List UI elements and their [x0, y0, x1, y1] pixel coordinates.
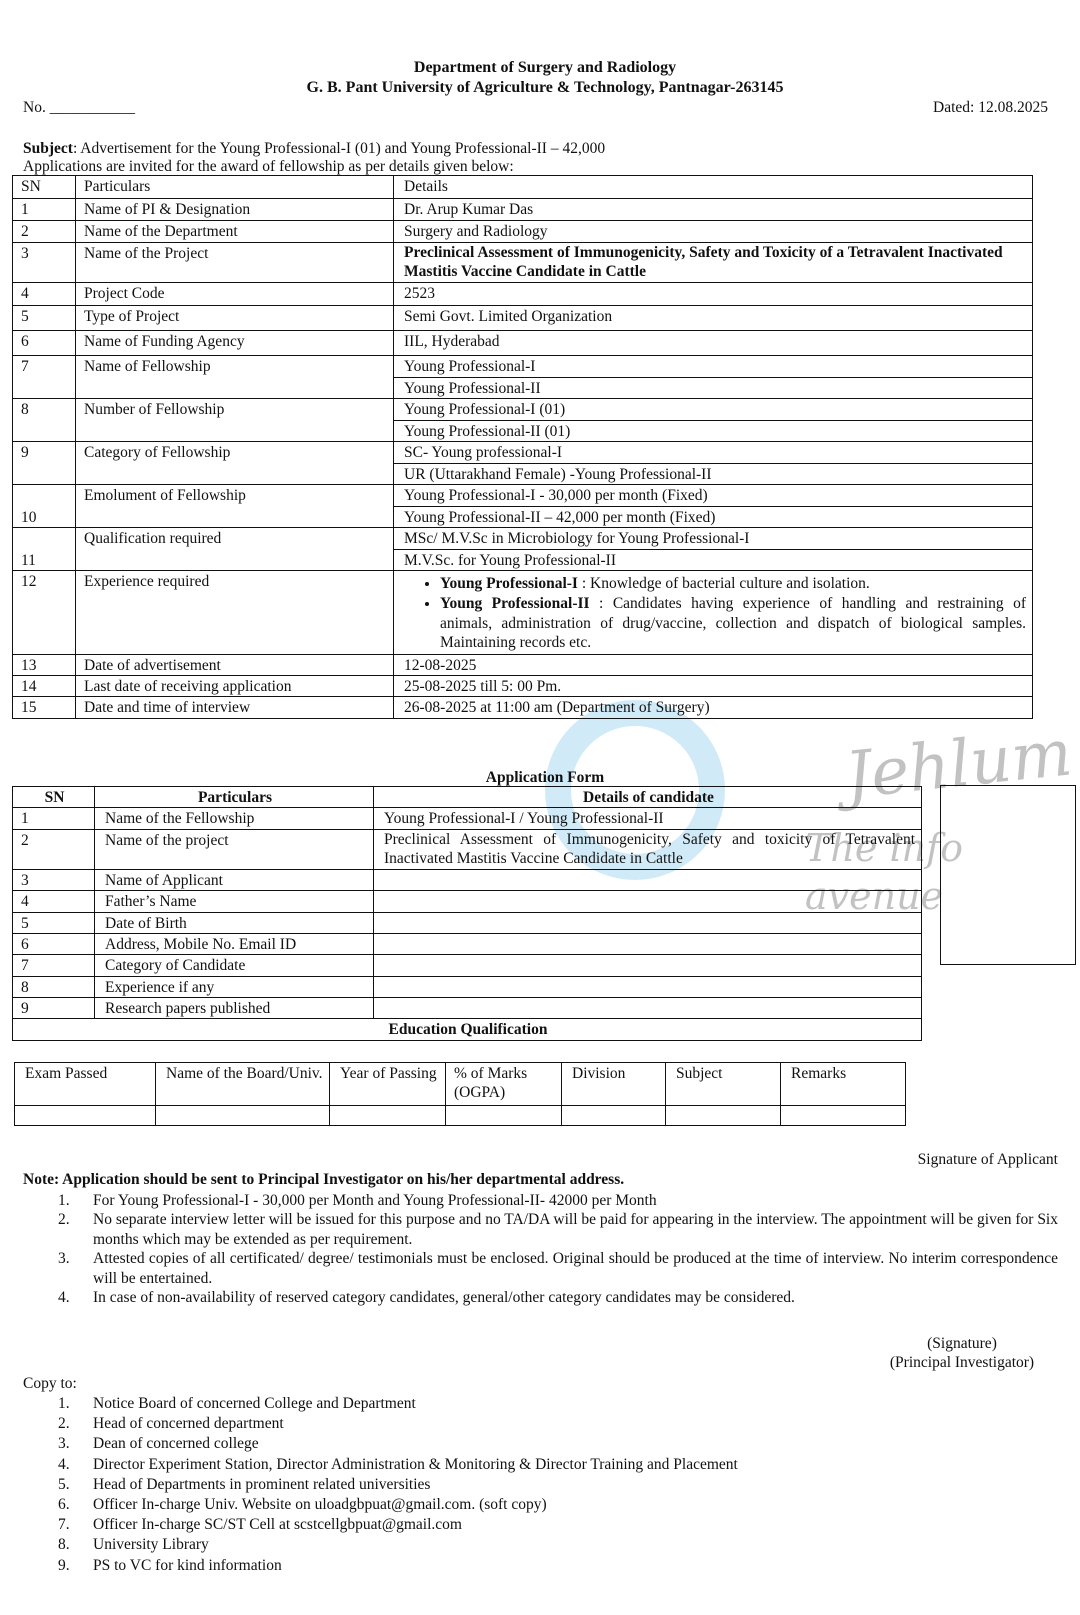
row-detail: 26-08-2025 at 11:00 am (Department of Surgery) [394, 697, 1033, 718]
copy-item: 6. Officer In-charge Univ. Website on uloadgbpuat@gmail.com. (soft copy) [58, 1496, 547, 1514]
form-row-particular: Father’s Name [95, 891, 374, 912]
father-name-field[interactable] [374, 891, 922, 912]
form-row-particular: Name of the Fellowship [95, 808, 374, 829]
row-sn: 9 [13, 442, 76, 485]
form-header-sn: SN [13, 787, 95, 808]
note-item: 3. Attested copies of all certificated/ degree/ testimonials must be enclosed. Original should be produced at the time of interview. No interim correspondence will be entertained. [58, 1250, 1058, 1287]
project-name: Preclinical Assessment of Immunogenicity, Safety and Toxicity of a Tetravalent Inactivated Mastitis Vaccine Candidate in Cattle [394, 243, 1033, 283]
row-particular: Qualification required [76, 528, 394, 571]
row-sn: 12 [13, 571, 76, 655]
copy-item: 5. Head of Departments in prominent related universities [58, 1475, 431, 1493]
form-row-sn: 2 [13, 829, 95, 869]
row-particular: Number of Fellowship [76, 399, 394, 442]
header-sn: SN [13, 176, 76, 199]
copy-item: 2. Head of concerned department [58, 1415, 284, 1433]
copy-item: 7. Officer In-charge SC/ST Cell at scstcellgbpuat@gmail.com [58, 1516, 462, 1534]
photo-box [940, 785, 1076, 965]
row-particular: Name of PI & Designation [76, 199, 394, 221]
row-particular: Emolument of Fellowship [76, 485, 394, 528]
form-row-sn: 7 [13, 955, 95, 976]
form-row-particular: Date of Birth [95, 912, 374, 933]
row-detail: Young Professional-I - 30,000 per month (Fixed) Young Professional-II – 42,000 per month (Fixed) [394, 485, 1033, 528]
watermark-text: Jehlum [841, 716, 1076, 814]
form-row-sn: 5 [13, 912, 95, 933]
watermark-tagline: The info avenue [805, 826, 963, 918]
form-row-particular: Experience if any [95, 976, 374, 997]
dob-field[interactable] [374, 912, 922, 933]
row-sn: 10 [13, 485, 76, 528]
row-sn: 3 [13, 243, 76, 283]
header-particulars: Particulars [76, 176, 394, 199]
copy-item: 9. PS to VC for kind information [58, 1556, 282, 1574]
copy-item: 4. Director Experiment Station, Director Administration & Monitoring & Director Training and Placement [58, 1455, 738, 1473]
edu-header-exam: Exam Passed [15, 1063, 156, 1106]
copy-item: 3. Dean of concerned college [58, 1435, 259, 1453]
form-row-sn: 1 [13, 808, 95, 829]
issue-date: Dated: 12.08.2025 [933, 99, 1048, 116]
note-title: Note: Application should be sent to Principal Investigator on his/her departmental address. [23, 1171, 625, 1188]
copy-to-title: Copy to: [23, 1375, 77, 1392]
copy-item: 1. Notice Board of concerned College and Department [58, 1395, 416, 1412]
university-title: G. B. Pant University of Agriculture & Technology, Pantnagar-263145 [306, 79, 784, 96]
edu-header-subject: Subject [666, 1063, 781, 1106]
row-detail: Dr. Arup Kumar Das [394, 199, 1033, 221]
applicant-name-field[interactable] [374, 869, 922, 890]
row-detail: MSc/ M.V.Sc in Microbiology for Young Professional-I M.V.Sc. for Young Professional-II [394, 528, 1033, 571]
form-row-sn: 6 [13, 933, 95, 954]
experience-detail: • Young Professional-I : Knowledge of bacterial culture and isolation. • Young Professional-II : Candidates having experience of handling and restraining of animals, administration of drug/vaccine, collection and dispatch of biological samples. Maintaining records etc. [394, 571, 1033, 655]
form-row-value: Young Professional-I / Young Professional-II [374, 808, 922, 829]
form-row-sn: 3 [13, 869, 95, 890]
row-detail: Young Professional-I Young Professional-II [394, 356, 1033, 399]
row-sn: 6 [13, 331, 76, 356]
note-item: 2. No separate interview letter will be issued for this purpose and no TA/DA will be paid for appearing in the interview. The appointment will be given for Six months which may be extended as per requirement. [58, 1211, 1058, 1248]
row-sn: 5 [13, 306, 76, 331]
edu-cell[interactable] [446, 1106, 562, 1126]
row-particular: Name of Funding Agency [76, 331, 394, 356]
edu-header-division: Division [562, 1063, 666, 1106]
education-table [14, 1062, 906, 1126]
edu-header-remarks: Remarks [781, 1063, 906, 1106]
reference-number: No. ___________ [23, 99, 135, 116]
edu-cell[interactable] [330, 1106, 446, 1126]
category-field[interactable] [374, 955, 922, 976]
row-detail: IIL, Hyderabad [394, 331, 1033, 356]
header-details: Details [394, 176, 1033, 199]
education-title: Education Qualification [13, 1019, 922, 1040]
form-row-value: Preclinical Assessment of Immunogenicity, Safety and toxicity of Tetravalent Inactivated Mastitis Vaccine Candidate in Cattle [374, 829, 922, 869]
row-sn: 7 [13, 356, 76, 399]
experience-field[interactable] [374, 976, 922, 997]
form-row-sn: 4 [13, 891, 95, 912]
form-header-particulars: Particulars [95, 787, 374, 808]
edu-cell[interactable] [781, 1106, 906, 1126]
row-detail: Surgery and Radiology [394, 221, 1033, 243]
details-table [12, 175, 1033, 719]
note-item: 4. In case of non-availability of reserved category candidates, general/other category candidates may be considered. [58, 1288, 795, 1306]
edu-cell[interactable] [156, 1106, 330, 1126]
row-detail: Young Professional-I (01) Young Professional-II (01) [394, 399, 1033, 442]
row-detail: 2523 [394, 283, 1033, 306]
form-row-sn: 9 [13, 998, 95, 1019]
row-particular: Experience required [76, 571, 394, 655]
form-row-particular: Research papers published [95, 998, 374, 1019]
note-item: 1. For Young Professional-I - 30,000 per Month and Young Professional-II- 42000 per Month [58, 1192, 657, 1209]
department-title: Department of Surgery and Radiology [413, 59, 677, 76]
edu-header-marks: % of Marks (OGPA) [446, 1063, 562, 1106]
row-sn: 4 [13, 283, 76, 306]
row-detail: 12-08-2025 [394, 654, 1033, 675]
row-particular: Project Code [76, 283, 394, 306]
row-detail: SC- Young professional-I UR (Uttarakhand Female) -Young Professional-II [394, 442, 1033, 485]
application-form-table [12, 786, 922, 1041]
row-particular: Last date of receiving application [76, 675, 394, 696]
pi-signature: (Signature) (Principal Investigator) [889, 1335, 1035, 1372]
edu-cell[interactable] [15, 1106, 156, 1126]
form-row-particular: Address, Mobile No. Email ID [95, 933, 374, 954]
edu-cell[interactable] [666, 1106, 781, 1126]
copy-to-list [23, 1394, 1023, 1576]
form-row-sn: 8 [13, 976, 95, 997]
row-sn: 11 [13, 528, 76, 571]
row-sn: 2 [13, 221, 76, 243]
edu-header-board: Name of the Board/Univ. [156, 1063, 330, 1106]
row-particular: Type of Project [76, 306, 394, 331]
copy-item: 8. University Library [58, 1536, 209, 1554]
row-particular: Category of Fellowship [76, 442, 394, 485]
edu-cell[interactable] [562, 1106, 666, 1126]
form-header-details: Details of candidate [374, 787, 922, 808]
form-row-particular: Name of the project [95, 829, 374, 869]
row-sn: 1 [13, 199, 76, 221]
row-particular: Name of Fellowship [76, 356, 394, 399]
row-particular: Date of advertisement [76, 654, 394, 675]
note-list [23, 1191, 1058, 1307]
address-field[interactable] [374, 933, 922, 954]
research-papers-field[interactable] [374, 998, 922, 1019]
row-sn: 8 [13, 399, 76, 442]
form-row-particular: Name of Applicant [95, 869, 374, 890]
signature-applicant: Signature of Applicant [917, 1151, 1058, 1168]
row-particular: Date and time of interview [76, 697, 394, 718]
row-detail: Semi Govt. Limited Organization [394, 306, 1033, 331]
row-sn: 13 [13, 654, 76, 675]
subject-intro: Applications are invited for the award of fellowship as per details given below: [23, 158, 514, 175]
row-detail: 25-08-2025 till 5: 00 Pm. [394, 675, 1033, 696]
row-particular: Name of the Department [76, 221, 394, 243]
application-form-title: Application Form [485, 769, 605, 786]
row-particular: Name of the Project [76, 243, 394, 283]
subject-line: Subject: Advertisement for the Young Professional-I (01) and Young Professional-II – 42,000 [23, 140, 606, 157]
row-sn: 15 [13, 697, 76, 718]
row-sn: 14 [13, 675, 76, 696]
edu-header-year: Year of Passing [330, 1063, 446, 1106]
form-row-particular: Category of Candidate [95, 955, 374, 976]
